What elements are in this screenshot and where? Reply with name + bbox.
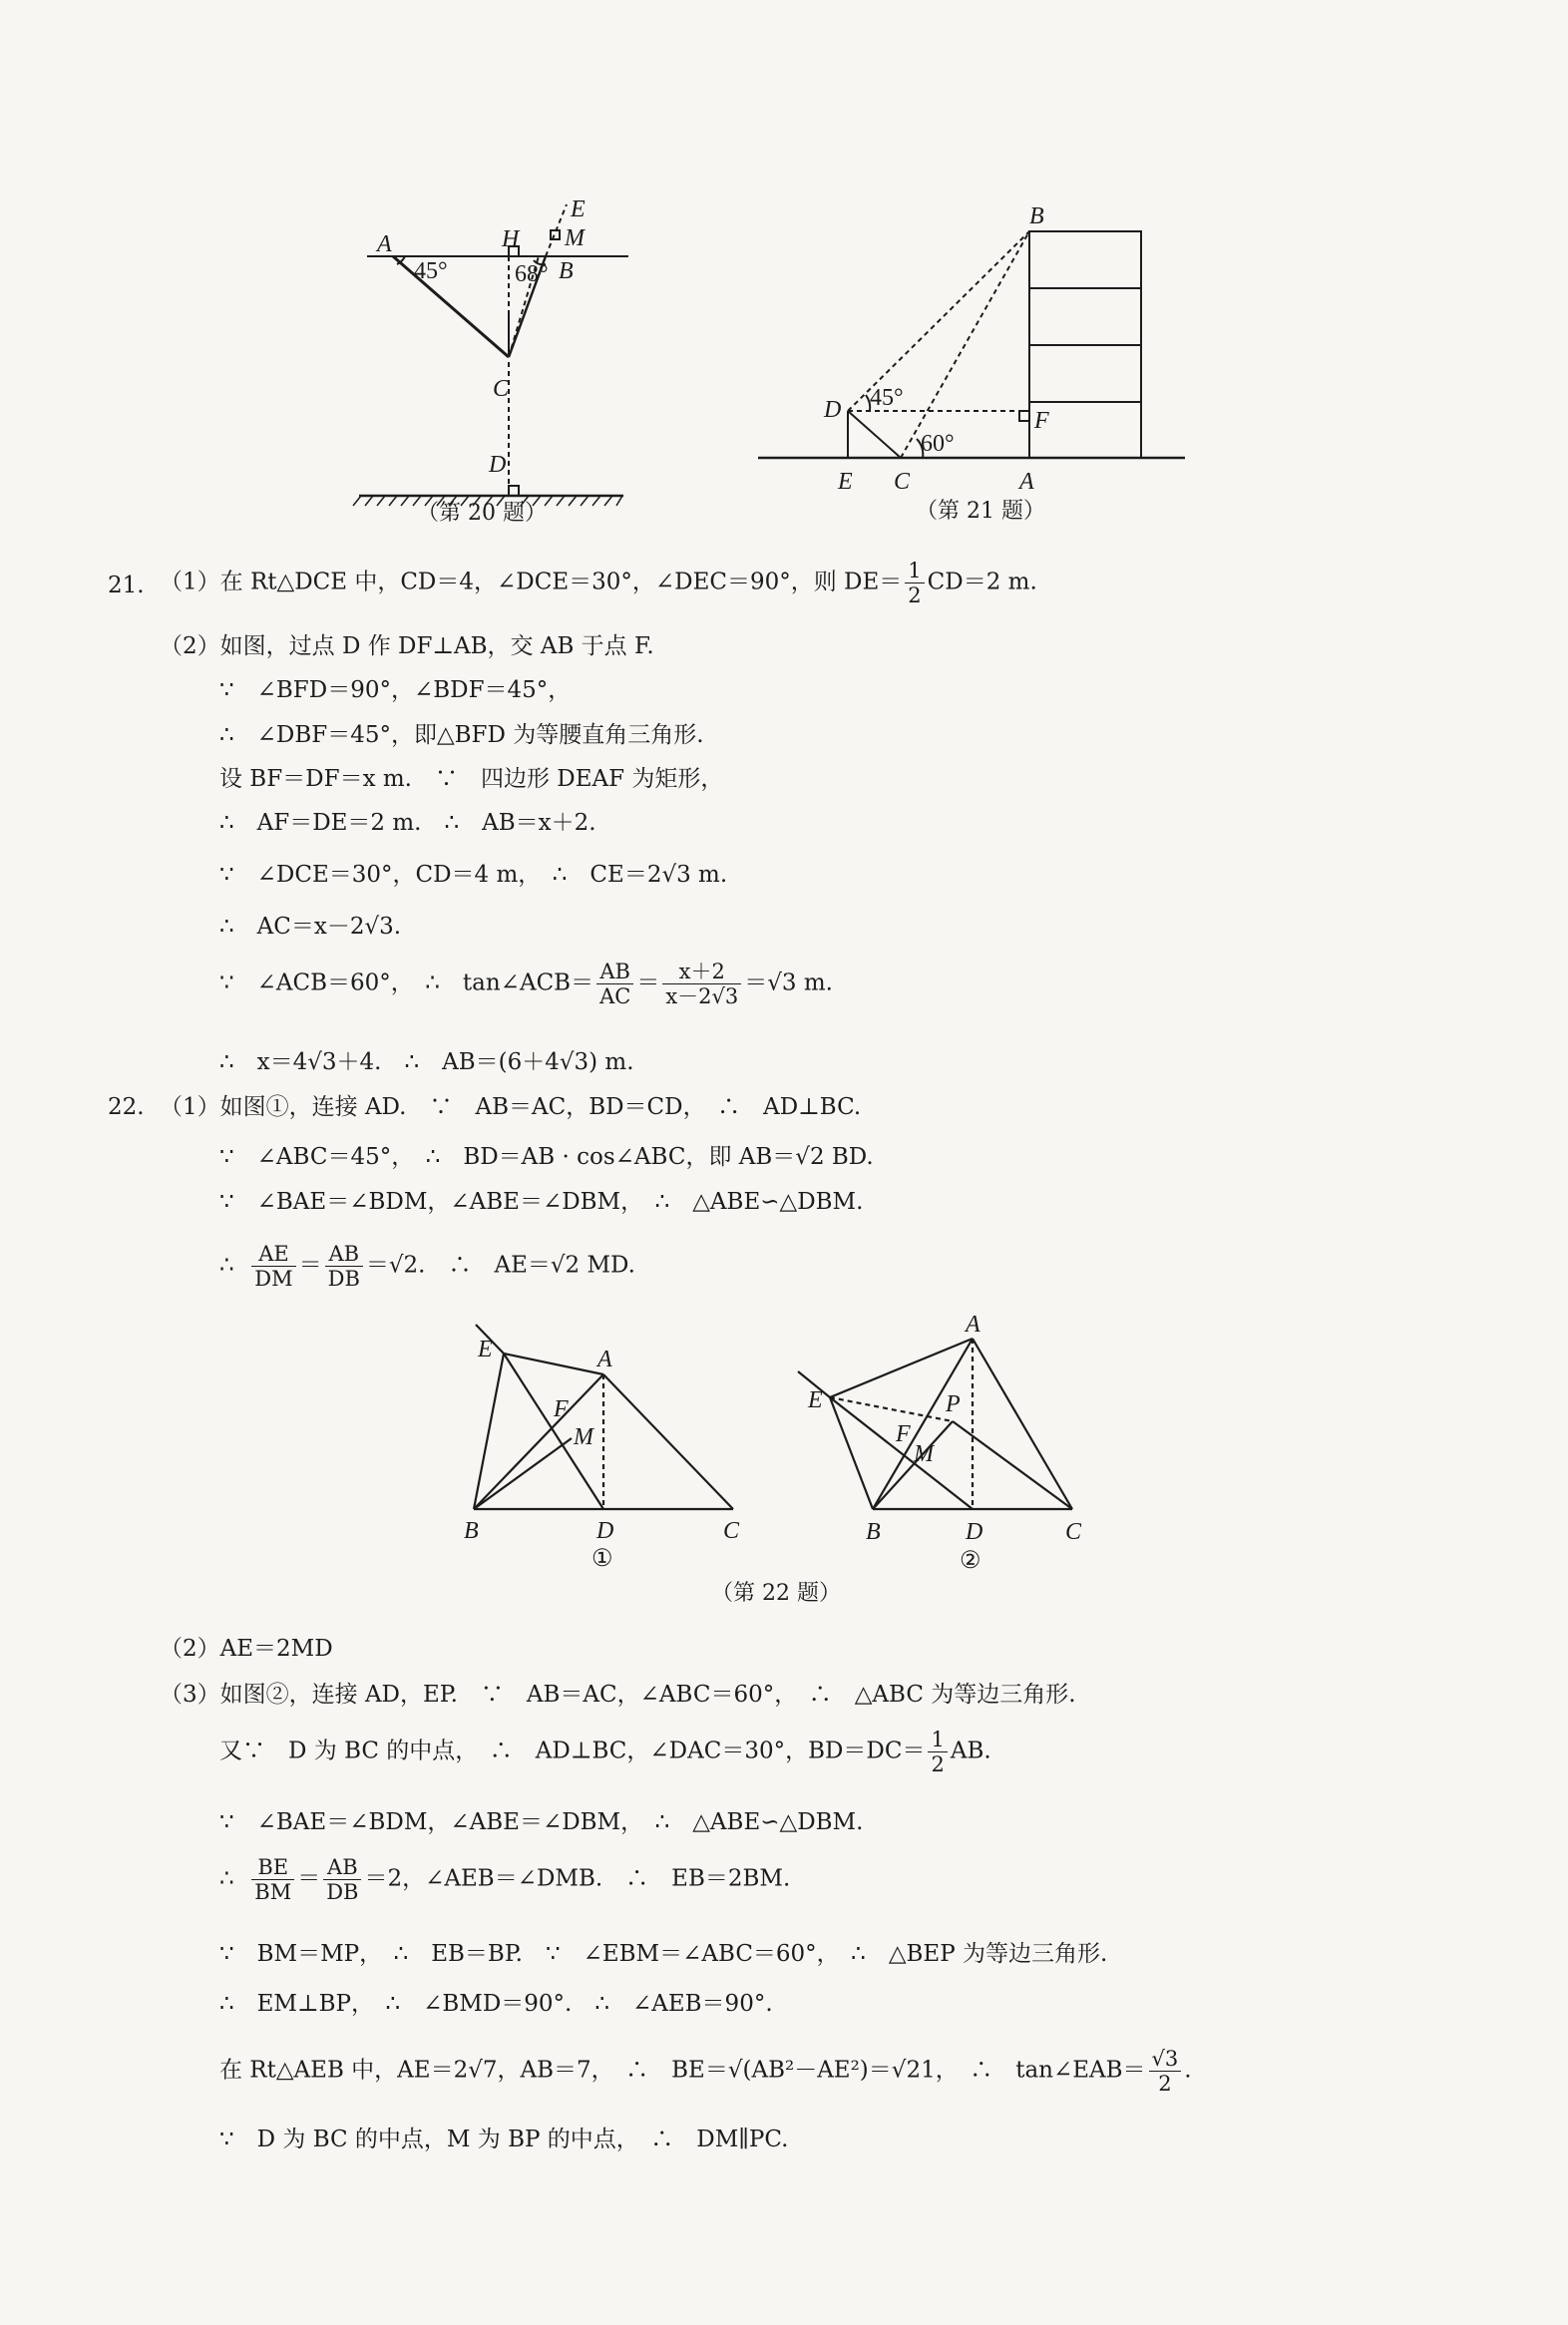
frac-num: AB [323, 1855, 361, 1880]
frac-num: x＋2 [662, 960, 741, 984]
figure-20 [339, 194, 638, 494]
q22-part-3-line-4-text-a: ∴ [219, 1865, 234, 1892]
q22-part-3-line-7 [219, 2047, 1192, 2096]
fig22-2-label-M: M [914, 1441, 934, 1467]
q22-line-2: ∵ ∠ABC＝45°， ∴ BD＝AB · cos∠ABC，即 AB＝√2 BD. [219, 1144, 874, 1170]
q21-line-1 [160, 559, 1037, 607]
q22-part-2: （2）AE＝2MD [160, 1636, 333, 1662]
q21-line-5: 设 BF＝DF＝x m. ∵ 四边形 DEAF 为矩形， [219, 766, 724, 792]
q22-part-3-line-5: ∵ BM＝MP， ∴ EB＝BP. ∵ ∠EBM＝∠ABC＝60°， ∴ △BEP 为等边三角形. [219, 1941, 1108, 1967]
q21-line-9-eq: ＝ [636, 969, 660, 996]
fig22-1-label-F: F [554, 1396, 569, 1422]
frac-den: BM [254, 1880, 292, 1904]
figure-22-2-drawing [798, 1312, 1097, 1576]
fig22-2-label-B: B [866, 1519, 881, 1545]
q22-part-3-line-7-text-b: . [1184, 2057, 1192, 2084]
fig22-2-label-D: D [966, 1519, 983, 1545]
frac-num: AE [251, 1242, 295, 1267]
fig22-2-label-C: C [1065, 1519, 1082, 1545]
q22-part-3-line-4-text-b: ＝2，∠AEB＝∠DMB. ∴ EB＝2BM. [364, 1865, 791, 1892]
q22-fraction-ab-db [325, 1242, 363, 1291]
q22-fraction-ab-db-2 [323, 1855, 361, 1904]
fig22-caption: （第 22 题） [711, 1581, 841, 1606]
q22-part-3-line-6: ∴ EM⊥BP， ∴ ∠BMD＝90°. ∴ ∠AEB＝90°. [219, 1991, 773, 2017]
q21-line-1-text-a: （1）在 Rt△DCE 中，CD＝4，∠DCE＝30°，∠DEC＝90°，则 DE＝ [160, 569, 903, 595]
fig21-label-E: E [838, 469, 853, 495]
q21-line-3: ∵ ∠BFD＝90°，∠BDF＝45°， [219, 677, 572, 703]
q21-line-9-text-a: ∵ ∠ACB＝60°， ∴ tan∠ACB＝ [219, 969, 594, 996]
fig20-label-C: C [493, 376, 510, 402]
q22-part-3-line-7-text-a: 在 Rt△AEB 中，AE＝2√7，AB＝7， ∴ BE＝√(AB²－AE²)＝√21， ∴ tan∠EAB＝ [219, 2057, 1146, 2084]
q21-line-2: （2）如图，过点 D 作 DF⊥AB，交 AB 于点 F. [160, 633, 654, 659]
q21-fraction-x [662, 960, 741, 1008]
figure-21-drawing [758, 203, 1197, 495]
fig22-1-label-D: D [596, 1518, 614, 1544]
frac-den: 2 [1158, 2072, 1172, 2096]
fig22-1-label-M: M [574, 1424, 593, 1450]
fig22-1-label-A: A [597, 1347, 612, 1372]
q22-fraction-ae-dm [251, 1242, 295, 1291]
frac-den: AC [599, 984, 631, 1008]
q21-line-4: ∴ ∠DBF＝45°，即△BFD 为等腰直角三角形. [219, 722, 704, 748]
fig20-label-A: A [377, 231, 392, 257]
q21-line-6: ∴ AF＝DE＝2 m. ∴ AB＝x＋2. [219, 810, 596, 836]
frac-num: 1 [905, 559, 924, 583]
q21-line-10: ∴ x＝4√3＋4. ∴ AB＝(6＋4√3) m. [219, 1049, 634, 1075]
q22-part-3-line-8: ∵ D 为 BC 的中点，M 为 BP 的中点， ∴ DM∥PC. [219, 2127, 789, 2152]
q21-line-9 [219, 960, 833, 1008]
frac-den: DM [254, 1267, 293, 1291]
fig22-2-label-E: E [808, 1387, 823, 1413]
fig22-sub-1: ① [591, 1546, 613, 1572]
q22-line-1: （1）如图①，连接 AD. ∵ AB＝AC，BD＝CD， ∴ AD⊥BC. [160, 1094, 862, 1120]
q21-line-8: ∴ AC＝x－2√3. [219, 914, 402, 940]
frac-den: DB [326, 1880, 359, 1904]
q22-part-3-line-4 [219, 1855, 790, 1904]
q22-part-3-line-2-text-a: 又∵ D 为 BC 的中点， ∴ AD⊥BC，∠DAC＝30°，BD＝DC＝ [219, 1738, 926, 1764]
figure-21 [758, 203, 1197, 495]
frac-den: x－2√3 [665, 984, 739, 1008]
figure-22-1 [454, 1317, 753, 1576]
fig22-2-label-F: F [896, 1421, 911, 1447]
fig20-angle-45: 45° [414, 258, 448, 284]
frac-num: √3 [1149, 2047, 1182, 2072]
q22-part-3-line-4-eq: ＝ [297, 1865, 321, 1892]
frac-num: 1 [928, 1728, 947, 1752]
fig21-angle-45: 45° [870, 385, 904, 411]
frac-den: 2 [931, 1752, 945, 1776]
q22-fraction-sqrt3-2 [1149, 2047, 1182, 2096]
fig20-angle-68: 68° [515, 261, 549, 287]
figure-22-1-drawing [454, 1317, 753, 1576]
frac-den: 2 [908, 583, 922, 607]
figure-22-2 [798, 1312, 1097, 1576]
q22-part-3-line-2 [219, 1728, 991, 1776]
fig20-label-B: B [559, 258, 574, 284]
fig21-label-C: C [894, 469, 911, 495]
q22-line-4-eq: ＝ [298, 1252, 322, 1279]
frac-num: AB [325, 1242, 363, 1267]
fig20-caption: （第 20 题） [417, 501, 547, 526]
fig20-label-M: M [565, 225, 585, 251]
fig21-label-B: B [1029, 203, 1044, 229]
fig21-angle-60: 60° [921, 431, 955, 457]
fig21-label-D: D [824, 397, 842, 423]
q22-part-3-line-1: （3）如图②，连接 AD，EP. ∵ AB＝AC，∠ABC＝60°， ∴ △ABC 为等边三角形. [160, 1682, 1076, 1708]
fig21-caption: （第 21 题） [916, 499, 1045, 524]
q21-line-7: ∵ ∠DCE＝30°，CD＝4 m， ∴ CE＝2√3 m. [219, 862, 728, 888]
q21-line-9-text-b: ＝√3 m. [744, 969, 833, 996]
fig21-label-A: A [1019, 469, 1034, 495]
q21-fraction-ab-ac [596, 960, 633, 1008]
q22-line-3: ∵ ∠BAE＝∠BDM，∠ABE＝∠DBM， ∴ △ABE∽△DBM. [219, 1189, 864, 1215]
fig22-sub-2: ② [960, 1548, 981, 1574]
q21-fraction-1-2 [905, 559, 924, 607]
fig22-2-label-A: A [966, 1312, 980, 1338]
q21-line-1-text-b: CD＝2 m. [927, 569, 1037, 595]
q22-line-4-text-a: ∴ [219, 1252, 234, 1279]
q22-fraction-1-2 [928, 1728, 947, 1776]
q22-part-3-line-3: ∵ ∠BAE＝∠BDM，∠ABE＝∠DBM， ∴ △ABE∽△DBM. [219, 1809, 864, 1835]
q22-number: 22. [108, 1094, 145, 1120]
q22-line-4-text-b: ＝√2. ∴ AE＝√2 MD. [365, 1252, 635, 1279]
fig22-2-label-P: P [946, 1391, 961, 1417]
fig21-label-F: F [1034, 408, 1049, 434]
q22-line-4 [219, 1242, 635, 1291]
fig20-label-H: H [502, 226, 520, 252]
frac-den: DB [327, 1267, 360, 1291]
fig22-1-label-B: B [464, 1518, 479, 1544]
q21-number: 21. [108, 573, 145, 598]
fig22-1-label-C: C [723, 1518, 740, 1544]
figure-20-drawing [339, 194, 638, 494]
fig20-label-D: D [489, 452, 507, 478]
q22-part-3-line-2-text-b: AB. [950, 1738, 991, 1764]
frac-num: BE [251, 1855, 294, 1880]
q22-fraction-be-bm [251, 1855, 294, 1904]
fig20-label-E: E [571, 196, 586, 222]
fig22-1-label-E: E [478, 1337, 493, 1362]
frac-num: AB [596, 960, 633, 984]
